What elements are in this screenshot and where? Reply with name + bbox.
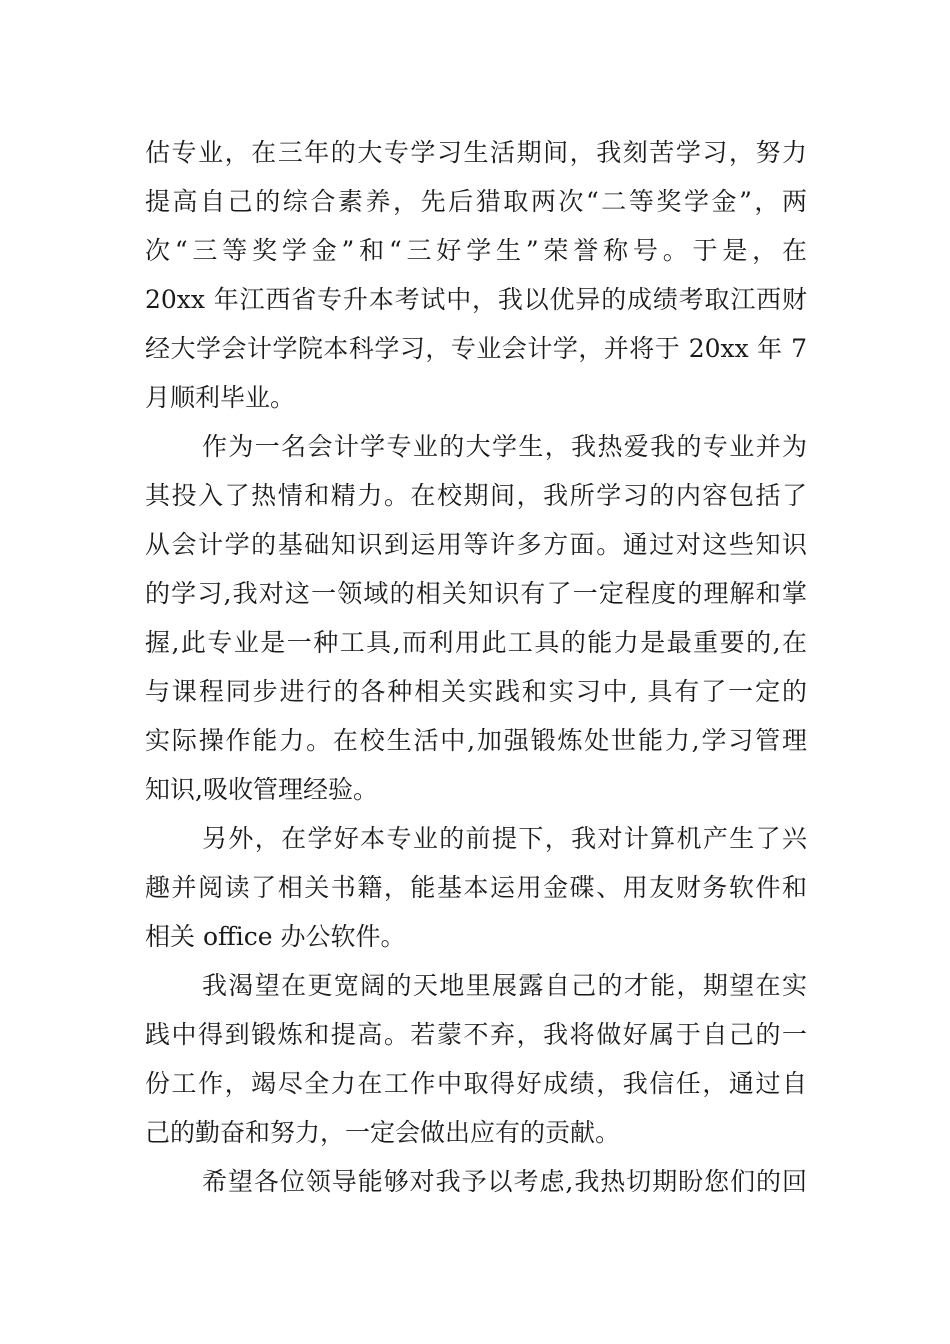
paragraph-computer-skills xyxy=(145,814,807,961)
text-line: 趣并阅读了相关书籍，能基本运用金碟、用友财务软件和 xyxy=(145,873,807,902)
paragraph-major xyxy=(145,422,807,814)
text-line: 握,此专业是一种工具,而利用此工具的能力是最重要的,在 xyxy=(145,628,807,657)
paragraph-aspiration xyxy=(145,961,807,1157)
text-line: 己的勤奋和努力，一定会做出应有的贡献。 xyxy=(145,1118,621,1147)
text-line: 践中得到锻炼和提高。若蒙不弃，我将做好属于自己的一 xyxy=(145,1020,807,1049)
text-line: 次“三等奖学金”和“三好学生”荣誉称号。于是，在 xyxy=(145,236,807,265)
letter-body xyxy=(145,128,807,1206)
text-line: 与课程同步进行的各种相关实践和实习中, 具有了一定的 xyxy=(145,677,807,706)
text-line: 作为一名会计学专业的大学生，我热爱我的专业并为 xyxy=(202,432,807,461)
text-line: 估专业，在三年的大专学习生活期间，我刻苦学习，努力 xyxy=(145,138,807,167)
paragraph-education xyxy=(145,128,807,422)
paragraph-closing xyxy=(145,1157,807,1206)
text-line: 知识,吸收管理经验。 xyxy=(145,775,378,804)
text-line: 的学习,我对这一领域的相关知识有了一定程度的理解和掌 xyxy=(145,579,807,608)
text-line: 份工作，竭尽全力在工作中取得好成绩，我信任，通过自 xyxy=(145,1069,807,1098)
text-line: 另外，在学好本专业的前提下，我对计算机产生了兴 xyxy=(202,824,807,853)
text-line: 相关 office 办公软件。 xyxy=(145,922,406,951)
text-line: 从会计学的基础知识到运用等许多方面。通过对这些知识 xyxy=(145,530,807,559)
text-line: 实际操作能力。在校生活中,加强锻炼处世能力,学习管理 xyxy=(145,726,807,755)
text-line: 月顺利毕业。 xyxy=(145,383,296,412)
text-line: 我渴望在更宽阔的天地里展露自己的才能，期望在实 xyxy=(202,971,807,1000)
text-line: 20xx 年江西省专升本考试中，我以优异的成绩考取江西财 xyxy=(145,285,807,314)
text-line: 希望各位领导能够对我予以考虑,我热切期盼您们的回 xyxy=(202,1167,807,1196)
text-line: 经大学会计学院本科学习，专业会计学，并将于 20xx 年 7 xyxy=(145,334,807,363)
text-line: 提高自己的综合素养，先后猎取两次“二等奖学金”，两 xyxy=(145,187,807,216)
text-line: 其投入了热情和精力。在校期间，我所学习的内容包括了 xyxy=(145,481,807,510)
